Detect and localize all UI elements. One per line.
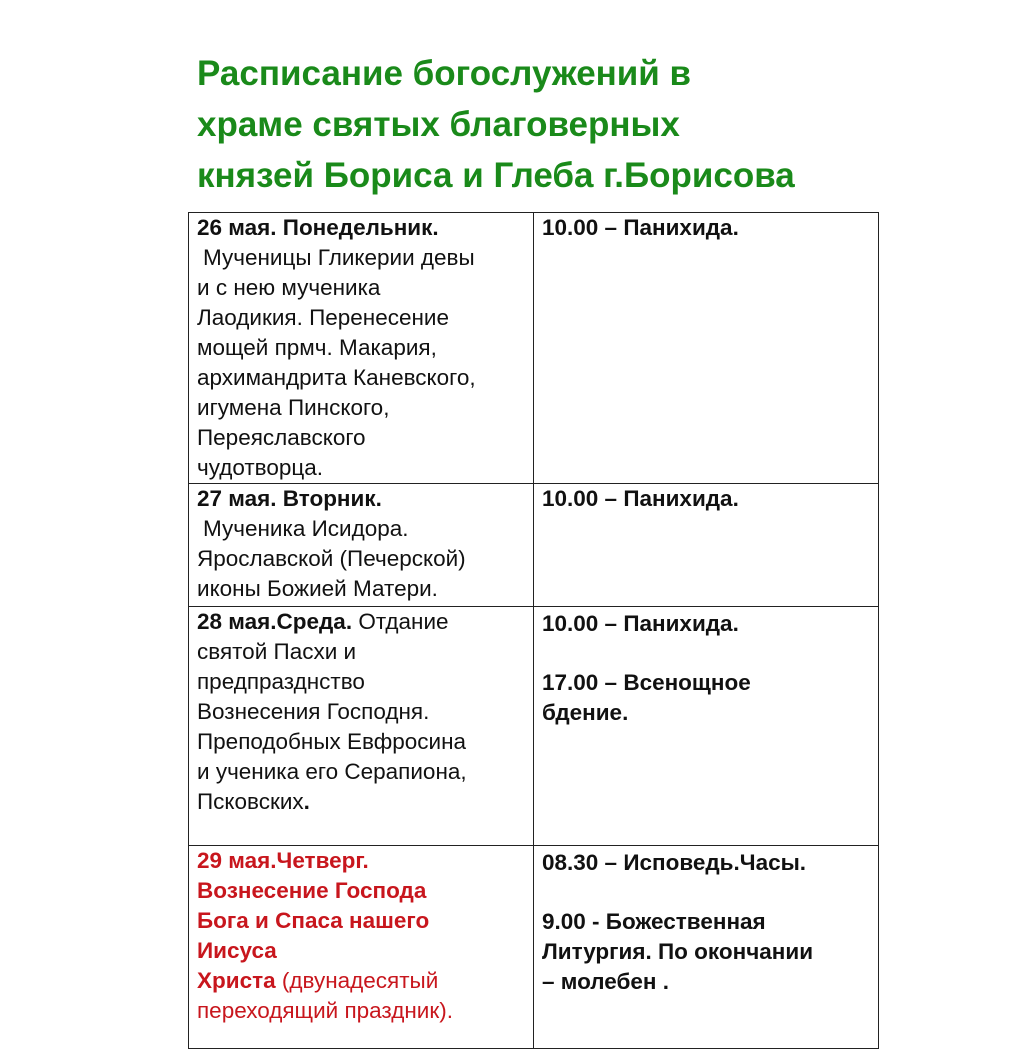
title-line-2: храме святых благоверных (197, 105, 680, 144)
service-item: 9.00 - Божественная (542, 909, 766, 934)
service-item: 10.00 – Панихида. (542, 486, 739, 511)
day-cell (189, 484, 534, 607)
title-line-1: Расписание богослужений в (197, 54, 692, 93)
service-item: 10.00 – Панихида. (542, 215, 739, 240)
day-date: 29 мая.Четверг. (197, 848, 369, 873)
service-item: 10.00 – Панихида. (542, 611, 739, 636)
feast-line-with-note (197, 966, 525, 996)
day-text-line: Преподобных Евфросина (197, 729, 467, 754)
day-text-inline: Отдание (352, 609, 449, 634)
day-date: 27 мая. Вторник. (197, 486, 382, 511)
table-row (189, 846, 879, 1049)
day-cell (189, 213, 534, 484)
table-row (189, 213, 879, 484)
feast-line: Бога и Спаса нашего (197, 908, 430, 933)
table-row (189, 484, 879, 607)
day-text-line: Лаодикия. Перенесение (197, 305, 450, 330)
day-text-line: Переяславского (197, 425, 366, 450)
feast-note: (двунадесятый (275, 968, 439, 993)
services-cell (534, 213, 879, 484)
feast-note: переходящий праздник). (197, 998, 453, 1023)
day-text-line: Мученика Исидора. (203, 516, 409, 541)
service-item: бдение. (542, 700, 629, 725)
services-cell (534, 846, 879, 1049)
day-text-line: архимандрита Каневского, (197, 365, 476, 390)
title-line-3: князей Бориса и Глеба г.Борисова (197, 156, 795, 195)
day-text-line: иконы Божией Матери. (197, 576, 438, 601)
day-text-line: Ярославской (Печерской) (197, 546, 466, 571)
day-text-line: предпразднство (197, 669, 365, 694)
feast-line: Иисуса (197, 938, 277, 963)
feast-line: Христа (197, 968, 276, 993)
service-item: Литургия. По окончании (542, 939, 814, 964)
services-cell (534, 484, 879, 607)
day-text-line: мощей прмч. Макария, (197, 335, 437, 360)
day-date: 28 мая.Среда. (197, 609, 353, 634)
day-cell (189, 607, 534, 846)
day-last-line (197, 787, 525, 817)
day-text-line: и ученика его Серапиона, (197, 759, 467, 784)
day-date: 26 мая. Понедельник. (197, 215, 439, 240)
day-text-line: Вознесения Господня. (197, 699, 430, 724)
page-title (197, 48, 917, 201)
services-cell (534, 607, 879, 846)
day-text-line: чудотворца. (197, 455, 324, 480)
service-item: 08.30 – Исповедь.Часы. (542, 850, 807, 875)
day-text-inline: Псковских (197, 789, 304, 814)
day-last-punct: . (303, 789, 310, 814)
day-text-line: святой Пасхи и (197, 639, 357, 664)
day-text-line: игумена Пинского, (197, 395, 390, 420)
day-text-line: Мученицы Гликерии девы (203, 245, 475, 270)
table-row (189, 607, 879, 846)
schedule-table (188, 212, 879, 1049)
service-item: – молебен . (542, 969, 670, 994)
day-cell-feast (189, 846, 534, 1049)
day-first-line (197, 607, 525, 637)
service-item: 17.00 – Всенощное (542, 670, 751, 695)
feast-line: Вознесение Господа (197, 878, 427, 903)
day-text-line: и с нею мученика (197, 275, 381, 300)
